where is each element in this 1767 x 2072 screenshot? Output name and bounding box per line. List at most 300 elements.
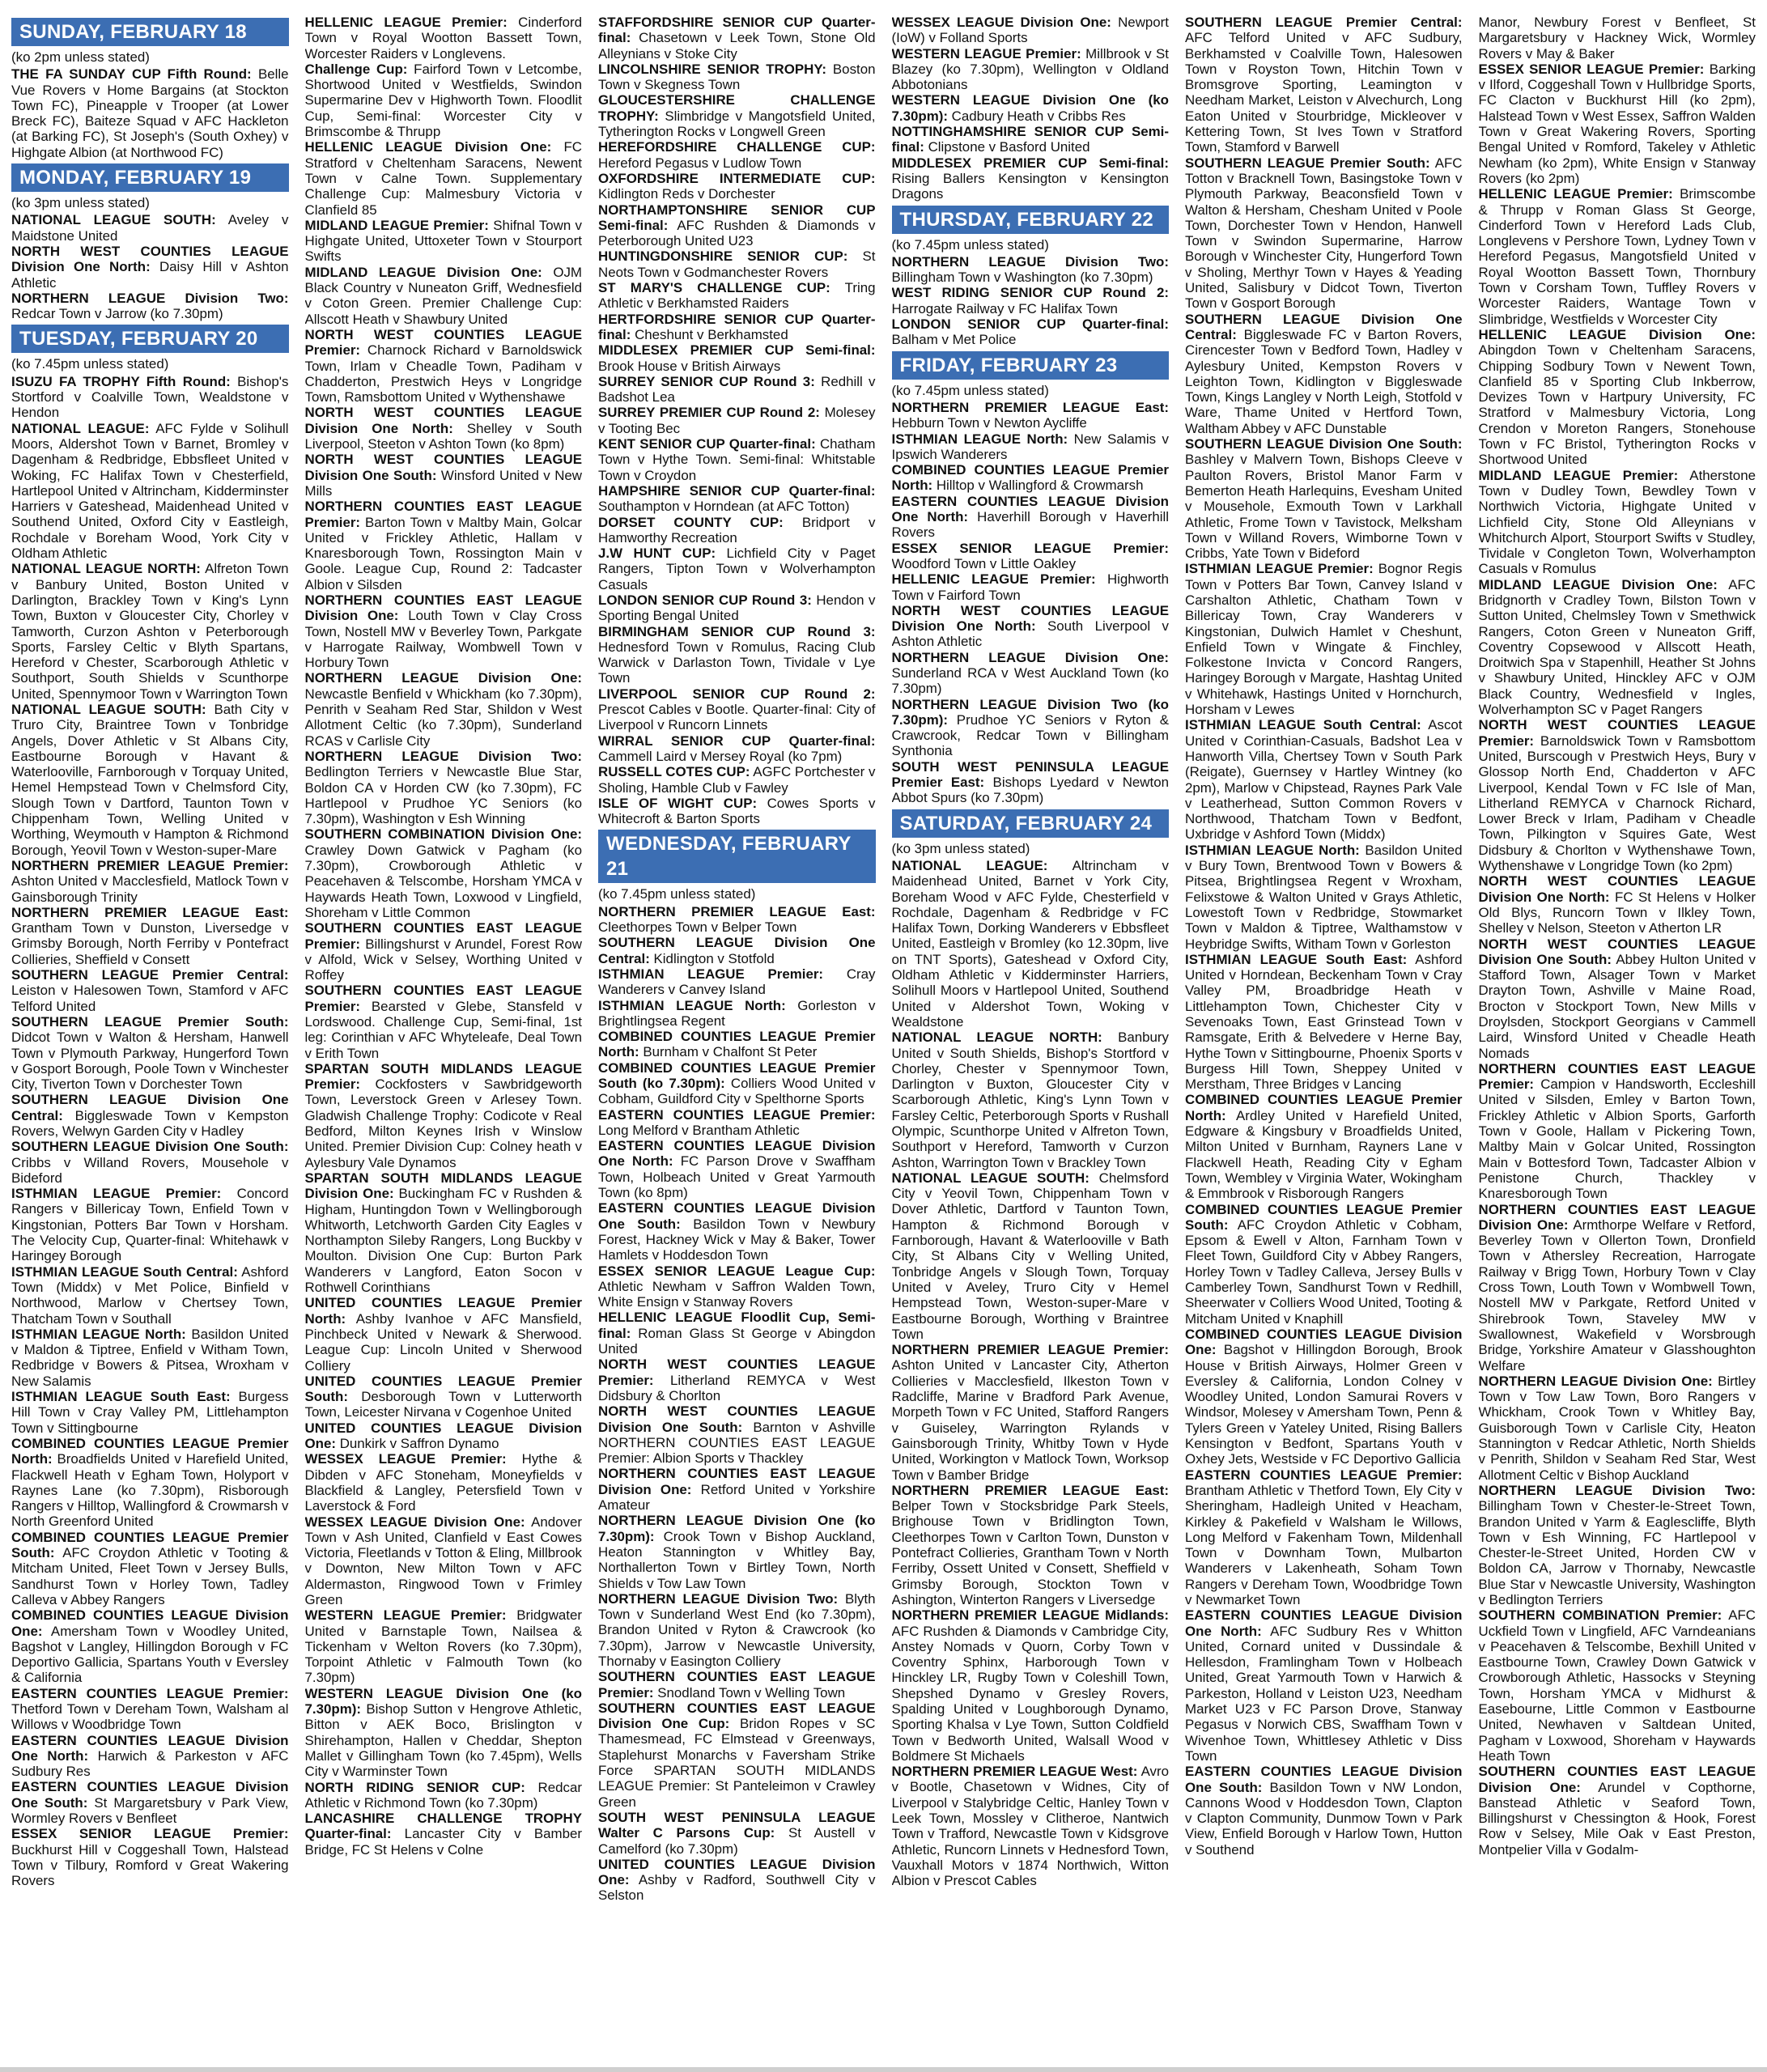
fixture-list: Long Melford v Brantham Athletic bbox=[598, 1122, 800, 1138]
competition-heading: SOUTHERN COMBINATION Premier: bbox=[1478, 1607, 1722, 1624]
fixture-entry bbox=[11, 1436, 289, 1530]
fixture-entry bbox=[1185, 1092, 1463, 1201]
fixture-entry bbox=[305, 218, 583, 265]
fixture-entry bbox=[892, 285, 1170, 316]
fixture-entry bbox=[11, 374, 289, 421]
fixture-list: Shifnal Town v Highgate United, Uttoxeter Town v Stourport Swifts bbox=[304, 217, 582, 265]
competition-heading: SOUTHERN LEAGUE Premier South: bbox=[1185, 155, 1430, 171]
fixture-entry bbox=[598, 139, 876, 171]
fixture-entry bbox=[1185, 312, 1463, 436]
competition-heading: ISTHMIAN LEAGUE North: bbox=[598, 997, 786, 1013]
fixture-list: Daisy Hill v Ashton Athletic bbox=[11, 259, 289, 291]
fixture-list: Crawley Down Gatwick v Pagham (ko 7.30pm), Crowborough Athletic v Peacehaven & Telscombe, Horsham YMCA v Haywards Heath Town, Loxwood v Lingfield, Shoreham v Little Common bbox=[304, 842, 582, 920]
fixture-list: Barton Town v Maltby Main, Golcar United v Frickley Athletic, Hallam v Knaresborough Town, Rossington Main v Goole. League Cup, Round 2: Tadcaster Albion v Silsden bbox=[304, 514, 582, 592]
fixture-list: AFC Fylde v Solihull Moors, Aldershot Town v Barnet, Bromley v Dagenham & Redbridge, Ebbsfleet United v Woking, FC Halifax Town v Chesterfield, Hartlepool United v Altrincham, Kidderminster Harriers v Gateshead, Maidenhead United v Southend United, Oxford City v Eastleigh, Rochdale v Boreham Wood, York City v Oldham Athletic bbox=[11, 420, 289, 562]
day-header: TUESDAY, FEBRUARY 20 bbox=[11, 325, 289, 353]
fixture-entry bbox=[598, 1403, 876, 1466]
kickoff-note: (ko 2pm unless stated) bbox=[11, 49, 150, 65]
competition-heading: EASTERN COUNTIES LEAGUE Premier: bbox=[1185, 1467, 1463, 1483]
fixture-list: Barnoldswick Town v Ramsbottom United, Burscough v Prestwich Heys, Bury v Glossop North End, Chadderton v AFC Liverpool, Kendal Town v FC Isle of Man, Litherland REMYCA v Charnock Richard, Lower Breck v Irlam, Padiham v Cheadle Town, Pilkington v Squires Gate, West Didsbury & Chorlton v Wythenshawe Town, Wythenshawe v Longridge Town (ko 2pm) bbox=[1478, 732, 1756, 874]
competition-heading: ISLE OF WIGHT CUP: bbox=[598, 795, 758, 811]
fixture-list: FC St Helens v Holker Old Blys, Runcorn Town v Ilkley Town, Shelley v Nelson, Steeton v Atherton LR bbox=[1478, 889, 1756, 936]
day-header: SUNDAY, FEBRUARY 18 bbox=[11, 18, 289, 46]
competition-heading: NORTHERN LEAGUE Division Two: bbox=[304, 748, 582, 764]
competition-heading: EASTERN COUNTIES LEAGUE Premier: bbox=[598, 1106, 876, 1123]
fixture-list: Concord Rangers v Billericay Town, Enfield Town v Kingstonian, Potters Bar Town v Horsham. The Velocity Cup, Quarter-final: Whitehawk v Haringey Borough bbox=[11, 1186, 289, 1264]
competition-heading: UNITED COUNTIES LEAGUE Division One: bbox=[598, 1856, 876, 1888]
fixture-entry bbox=[598, 1310, 876, 1357]
competition-heading: ISTHMIAN LEAGUE North: bbox=[891, 431, 1068, 447]
fixture-entry bbox=[305, 62, 583, 139]
competition-heading: WESTERN LEAGUE Division One (ko 7.30pm): bbox=[891, 92, 1169, 124]
fixture-list: Grantham Town v Dunston, Liversedge v Grimsby Borough, North Ferriby v Pontefract Collieries, Sheffield v Consett bbox=[11, 920, 289, 967]
fixture-list: Lichfield City v Paget Rangers, Tipton Town v Wolverhampton Casuals bbox=[598, 546, 876, 592]
competition-heading: GLOUCESTERSHIRE CHALLENGE TROPHY: bbox=[598, 92, 876, 124]
competition-heading: EASTERN COUNTIES LEAGUE Division One South: bbox=[598, 1200, 876, 1232]
competition-heading: NORTHERN LEAGUE Division One: bbox=[304, 670, 582, 686]
competition-heading: NORTH WEST COUNTIES LEAGUE Division One North: bbox=[304, 405, 582, 436]
competition-heading: NORTHERN PREMIER LEAGUE East: bbox=[598, 903, 876, 919]
competition-heading: ISTHMIAN LEAGUE South East: bbox=[11, 1389, 231, 1405]
competition-heading: WESTERN LEAGUE Division One (ko 7.30pm): bbox=[304, 1685, 582, 1717]
fixture-list: Campion v Handsworth, Eccleshill United v Silsden, Emley v Barton Town, Frickley Athletic v Albion Sports, Garforth Town v Goole, Hallam v Pickering Town, Maltby Main v Golcar United, Rossington Main v Bottesford Town, Tadcaster Albion v Penistone Church, Thackley v Knaresborough Town bbox=[1478, 1076, 1756, 1202]
fixture-list: AFC Bridgnorth v Cradley Town, Bilston Town v Sutton United, Chelmsley Town v Smethwick Rangers, Coton Green v Nuneaton Griff, Coventry Copsewood v Allscott Heath, Droitwich Spa v Stapenhill, Heather St Johns v Shawbury United, Hinckley AFC v OJM Black Country, Wednesfield v Ingles, Wolverhampton SC v Paget Rangers bbox=[1478, 576, 1756, 718]
day-header: MONDAY, FEBRUARY 19 bbox=[11, 163, 289, 192]
fixture-list: Bagshot v Hillingdon Borough, Brook House v British Airways, Holmer Green v Eversley & California, London Colney v Woodley United, London Samurai Rovers v Windsor, Molesey v Amersham Town, Penn & Tylers Green v Yateley United, Rising Ballers Kensington v Bedfont, Spartans Youth v Oxhey Jets, Westside v FC Deportivo Gallicia bbox=[1185, 1342, 1463, 1467]
competition-heading: ISTHMIAN LEAGUE North: bbox=[1185, 842, 1360, 858]
fixture-list: Kidlington Reds v Dorchester bbox=[598, 186, 775, 202]
competition-heading: ISTHMIAN LEAGUE North: bbox=[11, 1326, 186, 1342]
competition-heading: NORTHERN COUNTIES EAST LEAGUE Division One: bbox=[304, 592, 582, 624]
competition-heading: NORTHERN LEAGUE Division Two: bbox=[598, 1590, 839, 1607]
competition-heading: WEST RIDING SENIOR CUP Round 2: bbox=[891, 285, 1169, 301]
fixture-list: Cribbs v Willand Rovers, Mousehole v Bideford bbox=[11, 1154, 289, 1186]
competition-heading: COMBINED COUNTIES LEAGUE Premier North: bbox=[11, 1435, 289, 1467]
competition-heading: COMBINED COUNTIES LEAGUE Premier North: bbox=[891, 462, 1169, 494]
fixture-entry bbox=[1185, 843, 1463, 952]
competition-heading: SOUTHERN LEAGUE Division One Central: bbox=[11, 1092, 289, 1123]
fixture-list: Biggleswade FC v Barton Rovers, Cirencester Town v Bedford Town, Hadley v Aylesbury United, Kempston Rovers v Leighton Town, Kidlington v Biggleswade Town, Kings Langley v North Leigh, Stotfold v Ware, Thame United v Hertford Town, Waltham Abbey v AFC Dunstable bbox=[1185, 326, 1463, 436]
fixture-list: Ashford United v Horndean, Beckenham Town v Cray Valley PM, Broadbridge Heath v Littlehampton Town, Chichester City v Sevenoaks Town, East Grinstead Town v Ramsgate, Erith & Belvedere v Herne Bay, Hythe Town v Sittingbourne, Phoenix Sports v Burgess Hill Town, Sheppey United v Merstham, Three Bridges v Lancing bbox=[1185, 951, 1463, 1093]
fixture-list: St Neots Town v Godmanchester Rovers bbox=[598, 248, 876, 280]
fixture-list: Altrincham v Maidenhead United, Barnet v York City, Boreham Wood v AFC Fylde, Chesterfield v Rochdale, Dagenham & Redbridge v FC Halifax Town, Dorking Wanderers v Ebbsfleet United, Eastleigh v Bromley (ko 12.30pm, live on TNT Sports), Gateshead v Oxford City, Oldham Athletic v Kidderminster Harriers, Solihull Moors v Hartlepool United, Southend United v Aldershot Town, Woking v Wealdstone bbox=[891, 857, 1169, 1030]
competition-heading: NORTH WEST COUNTIES LEAGUE Division One South: bbox=[598, 1403, 876, 1435]
fixture-list: Kidlington v Stotfold bbox=[653, 950, 775, 966]
competition-heading: SOUTHERN COUNTIES EAST LEAGUE Division One: bbox=[1478, 1764, 1756, 1795]
fixture-entry bbox=[305, 452, 583, 499]
competition-heading: EASTERN COUNTIES LEAGUE Division One North: bbox=[11, 1732, 289, 1764]
fixture-list: Balham v Met Police bbox=[891, 332, 1017, 348]
competition-heading: BIRMINGHAM SENIOR CUP Round 3: bbox=[598, 623, 876, 639]
fixtures-column bbox=[1479, 15, 1756, 2057]
competition-heading: HELLENIC LEAGUE Premier: bbox=[891, 571, 1096, 588]
fixture-entry bbox=[305, 1061, 583, 1170]
competition-heading: LONDON SENIOR CUP Quarter-final: bbox=[891, 316, 1169, 333]
competition-heading: UNITED COUNTIES LEAGUE Premier South: bbox=[304, 1373, 582, 1405]
competition-heading: MIDLAND LEAGUE Premier: bbox=[1478, 467, 1679, 483]
fixture-entry bbox=[598, 202, 876, 249]
fixture-entry bbox=[305, 1295, 583, 1373]
competition-heading: SOUTH WEST PENINSULA LEAGUE Walter C Parsons Cup: bbox=[598, 1809, 876, 1841]
competition-heading: NORTHAMPTONSHIRE SENIOR CUP Semi-final: bbox=[598, 202, 876, 233]
fixture-entry bbox=[598, 1700, 876, 1810]
fixture-entry bbox=[892, 431, 1170, 463]
fixture-list: Dunkirk v Saffron Dynamo bbox=[339, 1436, 499, 1452]
fixture-entry bbox=[1479, 1202, 1756, 1374]
competition-heading: HEREFORDSHIRE CHALLENGE CUP: bbox=[598, 139, 876, 155]
fixture-entry bbox=[1185, 436, 1463, 561]
fixture-list: Amersham Town v Woodley United, Bagshot v Langley, Hillingdon Borough v FC Deportivo Gallicia, Spartans Youth v Eversley & California bbox=[11, 1623, 289, 1686]
competition-heading: EASTERN COUNTIES LEAGUE Division One North: bbox=[1185, 1607, 1463, 1639]
fixture-entry bbox=[11, 702, 289, 858]
fixture-list: Boston Town v Skegness Town bbox=[598, 61, 876, 93]
fixture-entry bbox=[11, 1733, 289, 1780]
fixture-entry bbox=[1479, 1483, 1756, 1607]
fixture-list: Rising Ballers Kensington v Kensington Dragons bbox=[891, 170, 1169, 202]
fixture-list: Andover Town v Ash United, Clanfield v East Cowes Victoria, Fleetlands v Totton & Eling, Millbrook v Downton, New Milton Town v AFC Aldermaston, Ringwood Town v Frimley Green bbox=[304, 1514, 582, 1607]
competition-heading: WESSEX LEAGUE Division One: bbox=[304, 1514, 525, 1530]
fixture-list: Cinderford Town v Royal Wootton Bassett Town, Worcester Raiders v Longlevens. bbox=[304, 15, 582, 62]
fixture-entry bbox=[892, 15, 1170, 46]
fixture-list: Winsford United v New Mills bbox=[304, 467, 582, 499]
fixture-entry bbox=[598, 436, 876, 483]
fixture-entry bbox=[598, 1669, 876, 1700]
kickoff-note: (ko 7.45pm unless stated) bbox=[598, 886, 756, 902]
fixture-list: Cheshunt v Berkhamsted bbox=[635, 326, 788, 342]
competition-heading: HELLENIC LEAGUE Premier: bbox=[304, 15, 508, 30]
fixture-entry bbox=[892, 494, 1170, 541]
fixture-list: Sunderland RCA v West Auckland Town (ko 7.30pm) bbox=[891, 664, 1169, 697]
day-header: SATURDAY, FEBRUARY 24 bbox=[892, 809, 1170, 838]
fixture-list: Clipstone v Basford United bbox=[928, 139, 1090, 155]
kickoff-note: (ko 7.45pm unless stated) bbox=[891, 236, 1049, 253]
fixture-entry bbox=[305, 15, 583, 62]
fixture-entry bbox=[598, 686, 876, 733]
fixture-list: Didcot Town v Walton & Hersham, Hanwell Town v Plymouth Parkway, Hungerford Town v Gosport Borough, Poole Town v Winchester City, Tiverton Town v Dorchester Town bbox=[11, 1030, 289, 1093]
competition-heading: ISTHMIAN LEAGUE Premier: bbox=[598, 966, 824, 982]
competition-heading: WESTERN LEAGUE Premier: bbox=[891, 45, 1081, 62]
fixture-list: Redcar Town v Jarrow (ko 7.30pm) bbox=[11, 306, 223, 322]
competition-heading: EASTERN COUNTIES LEAGUE Division One South: bbox=[11, 1779, 289, 1811]
competition-heading: MIDLAND LEAGUE Premier: bbox=[304, 217, 489, 233]
fixture-list: Arundel v Copthorne, Banstead Athletic v Seaford Town, Billingshurst v Chessington & Hook, Forest Row v Selsey, Mile Oak v East Preston, Montpelier Villa v Godalm- bbox=[1478, 1779, 1756, 1858]
fixture-entry bbox=[11, 1607, 289, 1685]
competition-heading: EASTERN COUNTIES LEAGUE Division One North: bbox=[891, 493, 1169, 525]
competition-heading: OXFORDSHIRE INTERMEDIATE CUP: bbox=[598, 170, 876, 186]
fixture-list: Hythe & Dibden v AFC Stoneham, Moneyfields v Blackfield & Langley, Petersfield Town v Laverstock & Ford bbox=[304, 1451, 582, 1514]
fixture-entry bbox=[892, 124, 1170, 155]
competition-heading: SOUTHERN LEAGUE Premier South: bbox=[11, 1013, 289, 1030]
competition-heading: NORTHERN PREMIER LEAGUE East: bbox=[11, 904, 289, 920]
fixture-list: Cleethorpes Town v Belper Town bbox=[598, 919, 797, 936]
fixture-entry bbox=[11, 1139, 289, 1186]
competition-heading: SURREY SENIOR CUP Round 3: bbox=[598, 373, 815, 389]
fixture-entry bbox=[1479, 1374, 1756, 1483]
fixture-list: Basildon United v Maldon & Tiptree, Enfield v Witham Town, Redbridge v Bowers & Pitsea, Wroxham v New Salamis bbox=[11, 1326, 289, 1389]
fixture-list: Ashton United v Lancaster City, Atherton Collieries v Macclesfield, Ilkeston Town v Radcliffe, Marine v Bradford Park Avenue, Morpeth Town v FC United, Stafford Rangers v Guiseley, Warrington Rylands v Gainsborough Trinity, Whitby Town v Hyde United, Workington v Matlock Town, Worksop Town v Bamber Bridge bbox=[891, 1357, 1169, 1483]
fixture-entry bbox=[598, 1263, 876, 1310]
fixture-list: Lancaster City v Bamber Bridge, FC St Helens v Colne bbox=[304, 1826, 582, 1858]
fixture-list: AFC Uckfield Town v Lingfield, AFC Varndeanians v Peacehaven & Telscombe, Bexhill United v Eastbourne Town, Crawley Down Gatwick v Crowborough Athletic, Hassocks v Steyning Town, Horsham YMCA v Midhurst & Easebourne, Little Common v Eastbourne United, Newhaven v Saltdean United, Pagham v Loxwood, Shoreham v Haywards Heath Town bbox=[1478, 1607, 1756, 1764]
fixture-entry bbox=[305, 920, 583, 983]
fixture-list: Chatham Town v Hythe Town. Semi-final: Whitstable Town v Croydon bbox=[598, 436, 876, 483]
fixture-entry bbox=[1479, 873, 1756, 936]
fixture-entry bbox=[1479, 1607, 1756, 1764]
fixture-list: Gorleston v Brightlingsea Regent bbox=[598, 997, 876, 1029]
fixture-entry bbox=[892, 1483, 1170, 1607]
competition-heading: WESTERN LEAGUE Premier: bbox=[304, 1607, 507, 1624]
competition-heading: DORSET COUNTY CUP: bbox=[598, 514, 784, 530]
competition-heading: NORTHERN PREMIER LEAGUE East: bbox=[891, 399, 1169, 415]
fixture-list: Millbrook v St Blazey (ko 7.30pm), Wellington v Oldland Abbotonians bbox=[891, 45, 1169, 93]
competition-heading: ISTHMIAN LEAGUE Premier: bbox=[1185, 561, 1374, 577]
fixture-list: Chasetown v Leek Town, Stone Old Alleynians v Stoke City bbox=[598, 30, 876, 62]
fixture-list: Brantham Athletic v Thetford Town, Ely City v Sheringham, Hadleigh United v Heacham, Kirkley & Pakefield v Walsham le Willows, Long Melford v Fakenham Town, Mildenhall Town v Downham Town, Mulbarton Wanderers v Lakenheath, Soham Town Rangers v Dereham Town, Woodbridge Town v Newmarket Town bbox=[1185, 1482, 1463, 1607]
fixture-list: AFC Croydon Athletic v Cobham, Epsom & Ewell v Alton, Farnham Town v Fleet Town, Guildford City v Abbey Rangers, Horley Town v Tadley Calleva, Jersey Bulls v Camberley Town, Sandhurst Town v Redhill, Sheerwater v Colliers Wood United, Tooting & Mitcham United v Knaphill bbox=[1185, 1216, 1463, 1327]
competition-heading: SOUTHERN LEAGUE Division One South: bbox=[1185, 436, 1463, 452]
competition-heading: NORTH WEST COUNTIES LEAGUE Division One North: bbox=[1478, 873, 1756, 905]
fixture-entry bbox=[892, 571, 1170, 603]
competition-heading: WESSEX LEAGUE Division One: bbox=[891, 15, 1111, 30]
fixture-list: Barnton v Ashville NORTHERN COUNTIES EAST LEAGUE Premier: Albion Sports v Thackley bbox=[598, 1419, 876, 1467]
competition-heading: NORTHERN PREMIER LEAGUE West: bbox=[891, 1764, 1138, 1780]
fixture-list: AFC Rushden & Diamonds v Peterborough United U23 bbox=[598, 217, 876, 249]
fixture-list: Chelmsford City v Yeovil Town, Chippenham Town v Dover Athletic, Dartford v Taunton Town, Hampton & Richmond Borough v Farnborough, Havant & Waterlooville v Bath City, St Albans City v Welling United, Tonbridge Angels v Slough Town, Torquay United v Aveley, Truro City v Hemel Hempstead Town, Weston-super-Mare v Eastbourne Borough, Worthing v Braintree Town bbox=[891, 1170, 1169, 1342]
fixture-entry bbox=[892, 316, 1170, 348]
fixture-entry bbox=[11, 561, 289, 702]
fixture-list: Barking v Ilford, Coggeshall Town v Hullbridge Sports, FC Clacton v Buckhurst Hill (ko 2pm), Halstead Town v West Essex, Saffron Walden Town v Great Wakering Rovers, Sporting Bengal United v Romford, Takeley v Athletic Newham (ko 2pm), White Ensign v Stanway Rovers (ko 2pm) bbox=[1478, 61, 1756, 186]
fixture-entry bbox=[598, 592, 876, 624]
competition-heading: ST MARY'S CHALLENGE CUP: bbox=[598, 280, 830, 296]
competition-heading: SOUTHERN COUNTIES EAST LEAGUE Premier: bbox=[598, 1669, 876, 1700]
fixture-list: Litherland REMYCA v West Didsbury & Chorlton bbox=[598, 1372, 876, 1403]
fixture-list: Manor, Newbury Forest v Benfleet, St Margaretsbury v Hackney Wick, Wormley Rovers v May & Baker bbox=[1478, 15, 1756, 62]
fixture-list: Abingdon Town v Cheltenham Saracens, Chipping Sodbury Town v Newent Town, Clanfield 85 v Sporting Club Inkberrow, Devizes Town v Hartpury University, FC Stratford v Malmesbury Victoria, Long Crendon v Moreton Rangers, Stonehouse Town v FC Bristol, Tytherington Rocks v Shortwood United bbox=[1478, 342, 1756, 468]
competition-heading: COMBINED COUNTIES LEAGUE Division One: bbox=[11, 1607, 289, 1639]
competition-heading: HUNTINGDONSHIRE SENIOR CUP: bbox=[598, 248, 848, 265]
fixture-entry bbox=[598, 248, 876, 280]
competition-heading: UNITED COUNTIES LEAGUE Division One: bbox=[304, 1420, 582, 1452]
fixture-list: Bishops Lyedard v Newton Abbot Spurs (ko 7.30pm) bbox=[891, 775, 1169, 806]
fixture-entry bbox=[11, 1389, 289, 1436]
competition-heading: ESSEX SENIOR LEAGUE Premier: bbox=[11, 1826, 289, 1842]
fixture-list: Ashby v Radford, Southwell City v Selston bbox=[598, 1872, 876, 1904]
fixture-entry bbox=[1185, 717, 1463, 842]
fixture-entry bbox=[11, 1327, 289, 1389]
fixture-entry bbox=[892, 1170, 1170, 1342]
fixture-entry bbox=[1479, 577, 1756, 718]
fixture-entry bbox=[892, 1342, 1170, 1483]
fixture-list: OJM Black Country v Nuneaton Griff, Wednesfield v Coton Green. Premier Challenge Cup: Allscott Heath v Shawbury United bbox=[304, 264, 582, 327]
fixture-entry bbox=[892, 1030, 1170, 1170]
fixture-entry bbox=[892, 92, 1170, 124]
competition-heading: THE FA SUNDAY CUP Fifth Round: bbox=[11, 66, 252, 83]
fixture-list: Cray Wanderers v Canvey Island bbox=[598, 966, 876, 998]
fixture-entry bbox=[598, 1107, 876, 1139]
competition-heading: NORTHERN PREMIER LEAGUE Premier: bbox=[891, 1342, 1169, 1358]
fixture-entry bbox=[598, 1060, 876, 1107]
competition-heading: ISTHMIAN LEAGUE South Central: bbox=[11, 1263, 238, 1280]
fixture-entry bbox=[305, 327, 583, 405]
fixture-list: Redcar Athletic v Richmond Town (ko 7.30pm) bbox=[304, 1779, 582, 1811]
fixture-entry bbox=[305, 826, 583, 920]
competition-heading: HERTFORDSHIRE SENIOR CUP Quarter-final: bbox=[598, 311, 876, 342]
fixture-entry bbox=[1185, 1202, 1463, 1327]
competition-heading: COMBINED COUNTIES LEAGUE Division One: bbox=[1185, 1326, 1463, 1358]
fixture-list: Brook House v British Airways bbox=[598, 358, 781, 374]
fixture-entry bbox=[892, 462, 1170, 494]
competition-heading: NORTHERN LEAGUE Division One: bbox=[891, 649, 1169, 665]
competition-heading: HELLENIC LEAGUE Floodlit Cup, Semi-final: bbox=[598, 1310, 876, 1341]
fixture-entry bbox=[305, 1374, 583, 1420]
fixture-list: Prudhoe YC Seniors v Ryton & Crawcrook, Redcar Town v Billingham Synthonia bbox=[891, 711, 1169, 759]
fixture-entry bbox=[598, 15, 876, 62]
competition-heading: SOUTHERN LEAGUE Premier Central: bbox=[11, 967, 289, 983]
fixture-list: Athletic Newham v Saffron Walden Town, White Ensign v Stanway Rovers bbox=[598, 1278, 876, 1310]
fixture-entry bbox=[892, 858, 1170, 1030]
fixture-entry bbox=[598, 796, 876, 827]
competition-heading: WESSEX LEAGUE Premier: bbox=[304, 1451, 507, 1467]
fixture-entry bbox=[598, 1810, 876, 1857]
fixture-entry bbox=[1479, 186, 1756, 327]
competition-heading: EASTERN COUNTIES LEAGUE Premier: bbox=[11, 1685, 289, 1701]
fixtures-column bbox=[11, 15, 289, 2057]
fixture-entry bbox=[598, 1200, 876, 1263]
fixture-entry bbox=[598, 935, 876, 966]
fixture-list: Bashley v Malvern Town, Bishops Cleeve v Paulton Rovers, Bristol Manor Farm v Bemerton Heath Harlequins, Evesham United v Mousehole, Exmouth Town v Larkhall Athletic, Frome Town v Tavistock, Melksham Town v Willand Rovers, Wimborne Town v Cribbs, Yate Town v Bideford bbox=[1185, 452, 1463, 562]
fixture-list: Fairford Town v Letcombe, Shortwood United v Westfields, Swindon Supermarine Dev v Highworth Town. Floodlit Cup, Semi-final: Worcester City v Brimscombe & Thrupp bbox=[304, 61, 582, 140]
fixture-list: Colliers Wood United v Cobham, Guildford City v Spelthorne Sports bbox=[598, 1076, 876, 1107]
competition-heading: NORTHERN PREMIER LEAGUE East: bbox=[891, 1482, 1169, 1498]
competition-heading: SOUTHERN LEAGUE Division One Central: bbox=[1185, 311, 1463, 342]
competition-heading: NORTH WEST COUNTIES LEAGUE Premier: bbox=[598, 1357, 876, 1388]
fixture-list: Cammell Laird v Mersey Royal (ko 7pm) bbox=[598, 748, 843, 764]
day-header: FRIDAY, FEBRUARY 23 bbox=[892, 351, 1170, 380]
fixture-entry bbox=[11, 244, 289, 291]
competition-heading: COMBINED COUNTIES LEAGUE Premier South (ko 7.30pm): bbox=[598, 1059, 876, 1091]
fixture-entry bbox=[305, 1780, 583, 1811]
fixture-list: Desborough Town v Lutterworth Town, Leicester Nirvana v Cogenhoe United bbox=[304, 1389, 582, 1420]
competition-heading: UNITED COUNTIES LEAGUE Premier North: bbox=[304, 1295, 582, 1327]
competition-heading: KENT SENIOR CUP Quarter-final: bbox=[598, 436, 816, 452]
fixture-entry bbox=[598, 312, 876, 343]
fixture-entry bbox=[598, 62, 876, 93]
fixture-entry bbox=[11, 858, 289, 905]
fixture-list: Cowes Sports v Whitecroft & Barton Sports bbox=[598, 795, 876, 827]
fixture-entry bbox=[892, 1607, 1170, 1764]
fixture-list: Ardley United v Harefield United, Edgware & Kingsbury v Broadfields United, Milton United v Burnham, Rayners Lane v Flackwell Heath, Reading City v Egham Town, Wembley v Virginia Water, Wokingham & Emmbrook v Risborough Rangers bbox=[1185, 1107, 1463, 1202]
competition-heading: NORTHERN COUNTIES EAST LEAGUE Premier: bbox=[304, 499, 582, 530]
competition-heading: EASTERN COUNTIES LEAGUE Division One South: bbox=[1185, 1764, 1463, 1795]
fixture-entry bbox=[598, 374, 876, 405]
fixture-list: Bridport v Hamworthy Recreation bbox=[598, 514, 876, 546]
competition-heading: NORTHERN LEAGUE Division Two: bbox=[891, 253, 1169, 270]
fixture-entry bbox=[598, 733, 876, 765]
fixture-entry bbox=[1479, 1061, 1756, 1202]
fixture-entry bbox=[892, 46, 1170, 93]
competition-heading: MIDDLESEX PREMIER CUP Semi-final: bbox=[598, 342, 876, 359]
fixture-list: Hendon v Sporting Bengal United bbox=[598, 592, 876, 624]
competition-heading: MIDDLESEX PREMIER CUP Semi-final: bbox=[891, 155, 1169, 171]
fixture-entry bbox=[598, 904, 876, 936]
competition-heading: ESSEX SENIOR LEAGUE Premier: bbox=[1478, 61, 1705, 77]
competition-heading: ESSEX SENIOR LEAGUE League Cup: bbox=[598, 1263, 876, 1279]
competition-heading: SPARTAN SOUTH MIDLANDS LEAGUE Premier: bbox=[304, 1060, 582, 1093]
fixture-list: New Salamis v Ipswich Wanderers bbox=[891, 431, 1169, 462]
fixture-list: Tring Athletic v Berkhamsted Raiders bbox=[598, 280, 876, 312]
fixture-entry bbox=[598, 966, 876, 998]
fixture-list: Basildon Town v NW London, Cannons Wood v Hoddesdon Town, Clapton v Clapton Community, Dunmow Town v Park View, Enfield Borough v Harlow Town, Hutton v Southend bbox=[1185, 1779, 1463, 1858]
fixture-entry bbox=[892, 155, 1170, 202]
competition-heading: NORTHERN PREMIER LEAGUE Midlands: bbox=[891, 1607, 1169, 1624]
fixture-entry bbox=[598, 764, 876, 796]
fixture-entry bbox=[598, 92, 876, 139]
fixture-list: Bearsted v Glebe, Stansfeld v Lordswood. Challenge Cup, Semi-final, 1st leg: Corinthian v AFC Whyteleafe, Deal Town v Erith Town bbox=[304, 998, 582, 1061]
fixture-list: AGFC Portchester v Sholing, Hamble Club v Fawley bbox=[598, 764, 876, 796]
fixture-entry bbox=[598, 280, 876, 312]
fixture-list: Burgess Hill Town v Cray Valley PM, Littlehampton Town v Sittingbourne bbox=[11, 1389, 289, 1436]
fixture-list: AFC Sudbury Res v Whitton United, Cornard united v Dussindale & Hellesdon, Framlingham Town v Holbeach United, Great Yarmouth Town v Harwich & Parkeston, Holland v Leiston U23, Needham Market U23 v FC Parson Drove, Stanway Pegasus v Norwich CBS, Swaffham Town v Wivenhoe Town, Whittlesey Athletic v Diss Town bbox=[1185, 1623, 1463, 1764]
competition-heading: NORTHERN LEAGUE Division One: bbox=[1478, 1373, 1713, 1389]
fixture-list: Ashby Ivanhoe v AFC Mansfield, Pinchbeck United v Newark & Sherwood. League Cup: Lincoln United v Sherwood Colliery bbox=[304, 1310, 582, 1374]
fixture-entry bbox=[1185, 1607, 1463, 1764]
fixture-list: Slimbridge v Mangotsfield United, Tytherington Rocks v Longwell Green bbox=[598, 108, 876, 140]
day-header: THURSDAY, FEBRUARY 22 bbox=[892, 206, 1170, 234]
competition-heading: NORTH WEST COUNTIES LEAGUE Division One South: bbox=[1478, 936, 1756, 967]
competition-heading: EASTERN COUNTIES LEAGUE Division One North: bbox=[598, 1138, 876, 1170]
competition-heading: HAMPSHIRE SENIOR CUP Quarter-final: bbox=[598, 482, 876, 499]
fixture-entry bbox=[1479, 327, 1756, 468]
fixture-entry bbox=[11, 66, 289, 160]
competition-heading: SOUTHERN LEAGUE Division One Central: bbox=[598, 935, 876, 966]
competition-heading: SOUTH WEST PENINSULA LEAGUE Premier East: bbox=[891, 758, 1169, 791]
fixture-entry bbox=[598, 1466, 876, 1513]
fixture-entry bbox=[1185, 952, 1463, 1093]
fixture-list: Hednesford Town v Romulus, Racing Club Warwick v Darlaston Town, Tividale v Lye Town bbox=[598, 639, 876, 686]
fixture-entry bbox=[598, 515, 876, 546]
fixture-list: Banbury United v South Shields, Bishop's Stortford v Chorley, Chester v Spennymoor Town, Darlington v Buxton, Gloucester City v Scarborough Athletic, King's Lynn Town v Farsley Celtic, Peterborough Sports v Rushall Olympic, Scunthorpe United v Alfreton Town, Southport v Hereford, Tamworth v Curzon Ashton, Warrington Town v Brackley Town bbox=[891, 1030, 1169, 1170]
competition-heading: NATIONAL LEAGUE NORTH: bbox=[11, 561, 201, 577]
fixture-entry bbox=[305, 405, 583, 452]
fixture-entry bbox=[1479, 936, 1756, 1061]
fixture-entry bbox=[1185, 155, 1463, 312]
fixture-list: South Liverpool v Ashton Athletic bbox=[891, 618, 1169, 650]
fixtures-column bbox=[892, 15, 1170, 2057]
competition-heading: MIDLAND LEAGUE Division One: bbox=[304, 264, 542, 280]
fixture-entry bbox=[305, 1686, 583, 1780]
fixture-entry bbox=[892, 1764, 1170, 1888]
fixture-list: Woodford Town v Little Oakley bbox=[891, 555, 1077, 571]
fixture-entry bbox=[305, 983, 583, 1060]
fixture-entry bbox=[305, 499, 583, 592]
competition-heading: HELLENIC LEAGUE Premier: bbox=[1478, 186, 1673, 202]
fixture-entry bbox=[892, 759, 1170, 806]
fixture-entry bbox=[1479, 1764, 1756, 1858]
fixture-list: Harrogate Railway v FC Halifax Town bbox=[891, 300, 1118, 316]
fixture-entry bbox=[305, 139, 583, 217]
competition-heading: NORTHERN COUNTIES EAST LEAGUE Division One: bbox=[1478, 1201, 1756, 1233]
competition-heading: SPARTAN SOUTH MIDLANDS LEAGUE Division One: bbox=[304, 1170, 582, 1202]
fixture-list: Hebburn Town v Newton Aycliffe bbox=[891, 415, 1087, 431]
fixture-entry bbox=[11, 1186, 289, 1263]
fixture-entry bbox=[11, 1092, 289, 1139]
fixture-entry bbox=[892, 697, 1170, 759]
competition-heading: NATIONAL LEAGUE: bbox=[11, 420, 150, 436]
fixture-entry bbox=[11, 1014, 289, 1092]
fixture-entry bbox=[305, 265, 583, 327]
competition-heading: NORTH WEST COUNTIES LEAGUE Division One North: bbox=[11, 243, 289, 275]
competition-heading: NATIONAL LEAGUE: bbox=[891, 857, 1048, 873]
